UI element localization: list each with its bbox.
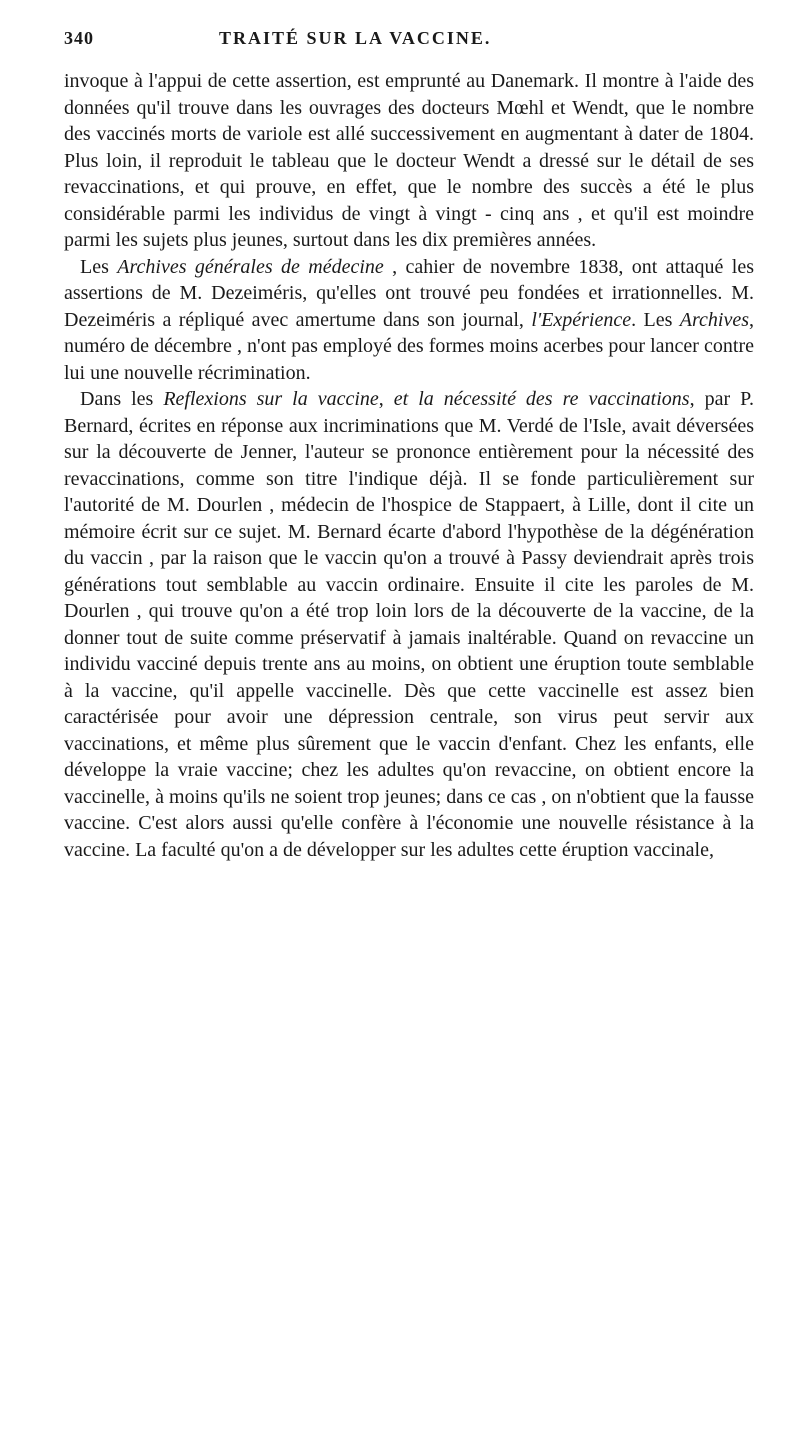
paragraph-2-text-d: , numéro de décembre , n'ont pas employé des formes moins acerbes pour lancer contre lui une nouvelle récrimination.	[64, 308, 754, 384]
book-title-reflexions: Reflexions sur la vaccine	[163, 388, 379, 410]
paragraph-1-text: invoque à l'appui de cette assertion, est emprunté au Danemark. Il montre à l'aide des données qu'il trouve dans les ouvrages des docteurs Mœhl et Wendt, que le nombre des vaccinés morts de variole est allé successivement en augmentant à dater de 1804. Plus loin, il reproduit le tableau que le docteur Wendt a dressé sur le détail de ses revaccinations, et qui prouve, en effet, que le nombre des succès a été le plus considérable parmi les individus de vingt à vingt - cinq ans , et qu'il est moindre parmi les sujets plus jeunes, surtout dans les dix premières années.	[64, 70, 754, 251]
journal-title-archives: Archives générales de médecine	[117, 255, 384, 278]
paragraph-2-text-c: . Les	[631, 308, 680, 331]
book-title-revaccinations: et la nécessité des re vaccinations	[393, 388, 690, 410]
paragraph-3	[64, 386, 754, 863]
paragraph-3-text-b: ,	[378, 388, 394, 410]
running-title: TRAITÉ SUR LA VACCINE.	[219, 28, 492, 48]
journal-title-archives-short: Archives	[679, 308, 749, 331]
page-number: 340	[64, 28, 94, 48]
paragraph-3-text-a: Dans les	[80, 388, 164, 410]
paragraph-2	[64, 254, 754, 387]
running-head	[64, 22, 754, 62]
paragraph-2-text-a: Les	[80, 255, 118, 278]
paragraph-1	[64, 68, 754, 254]
body-text	[64, 68, 754, 863]
book-page	[64, 22, 754, 863]
paragraph-2-text-b: , cahier de novembre 1838, ont attaqué les assertions de M. Dezeiméris, qu'elles ont trouvé peu fondées et irrationnelles. M. Dezeiméris a répliqué avec amertume dans son journal,	[64, 255, 754, 331]
journal-title-experience: l'Expérience	[531, 308, 632, 331]
paragraph-3-text-c: , par P. Bernard, écrites en réponse aux incriminations que M. Verdé de l'Isle, avait déversées sur la découverte de Jenner, l'auteur se prononce entièrement pour la nécessité des revaccinations, comme son titre l'indique déjà. Il se fonde particulièrement sur l'autorité de M. Dourlen , médecin de l'hospice de Stappaert, à Lille, dont il cite un mémoire écrit sur ce sujet. M. Bernard écarte d'abord l'hypothèse de la dégénération du vaccin , par la raison que le vaccin qu'on a trouvé à Passy deviendrait après trois générations tout semblable au vaccin ordinaire. Ensuite il cite les paroles de M. Dourlen , qui trouve qu'on a été trop loin lors de la découverte de la vaccine, de la donner tout de suite comme préservatif à jamais inaltérable. Quand on revaccine un individu vacciné depuis trente ans au moins, on obtient une éruption toute semblable à la vaccine, qu'il appelle vaccinelle. Dès que cette vaccinelle est assez bien caractérisée pour avoir une dépression centrale, son virus peut servir aux vaccinations, et même plus sûrement que le vaccin d'enfant. Chez les enfants, elle développe la vraie vaccine; chez les adultes qu'on revaccine, on obtient encore la vaccinelle, à moins qu'ils ne soient trop jeunes; dans ce cas , on n'obtient que la fausse vaccine. C'est alors aussi qu'elle confère à l'économie une nouvelle résistance à la vaccine. La faculté qu'on a de développer sur les adultes cette éruption vaccinale,	[64, 388, 755, 861]
